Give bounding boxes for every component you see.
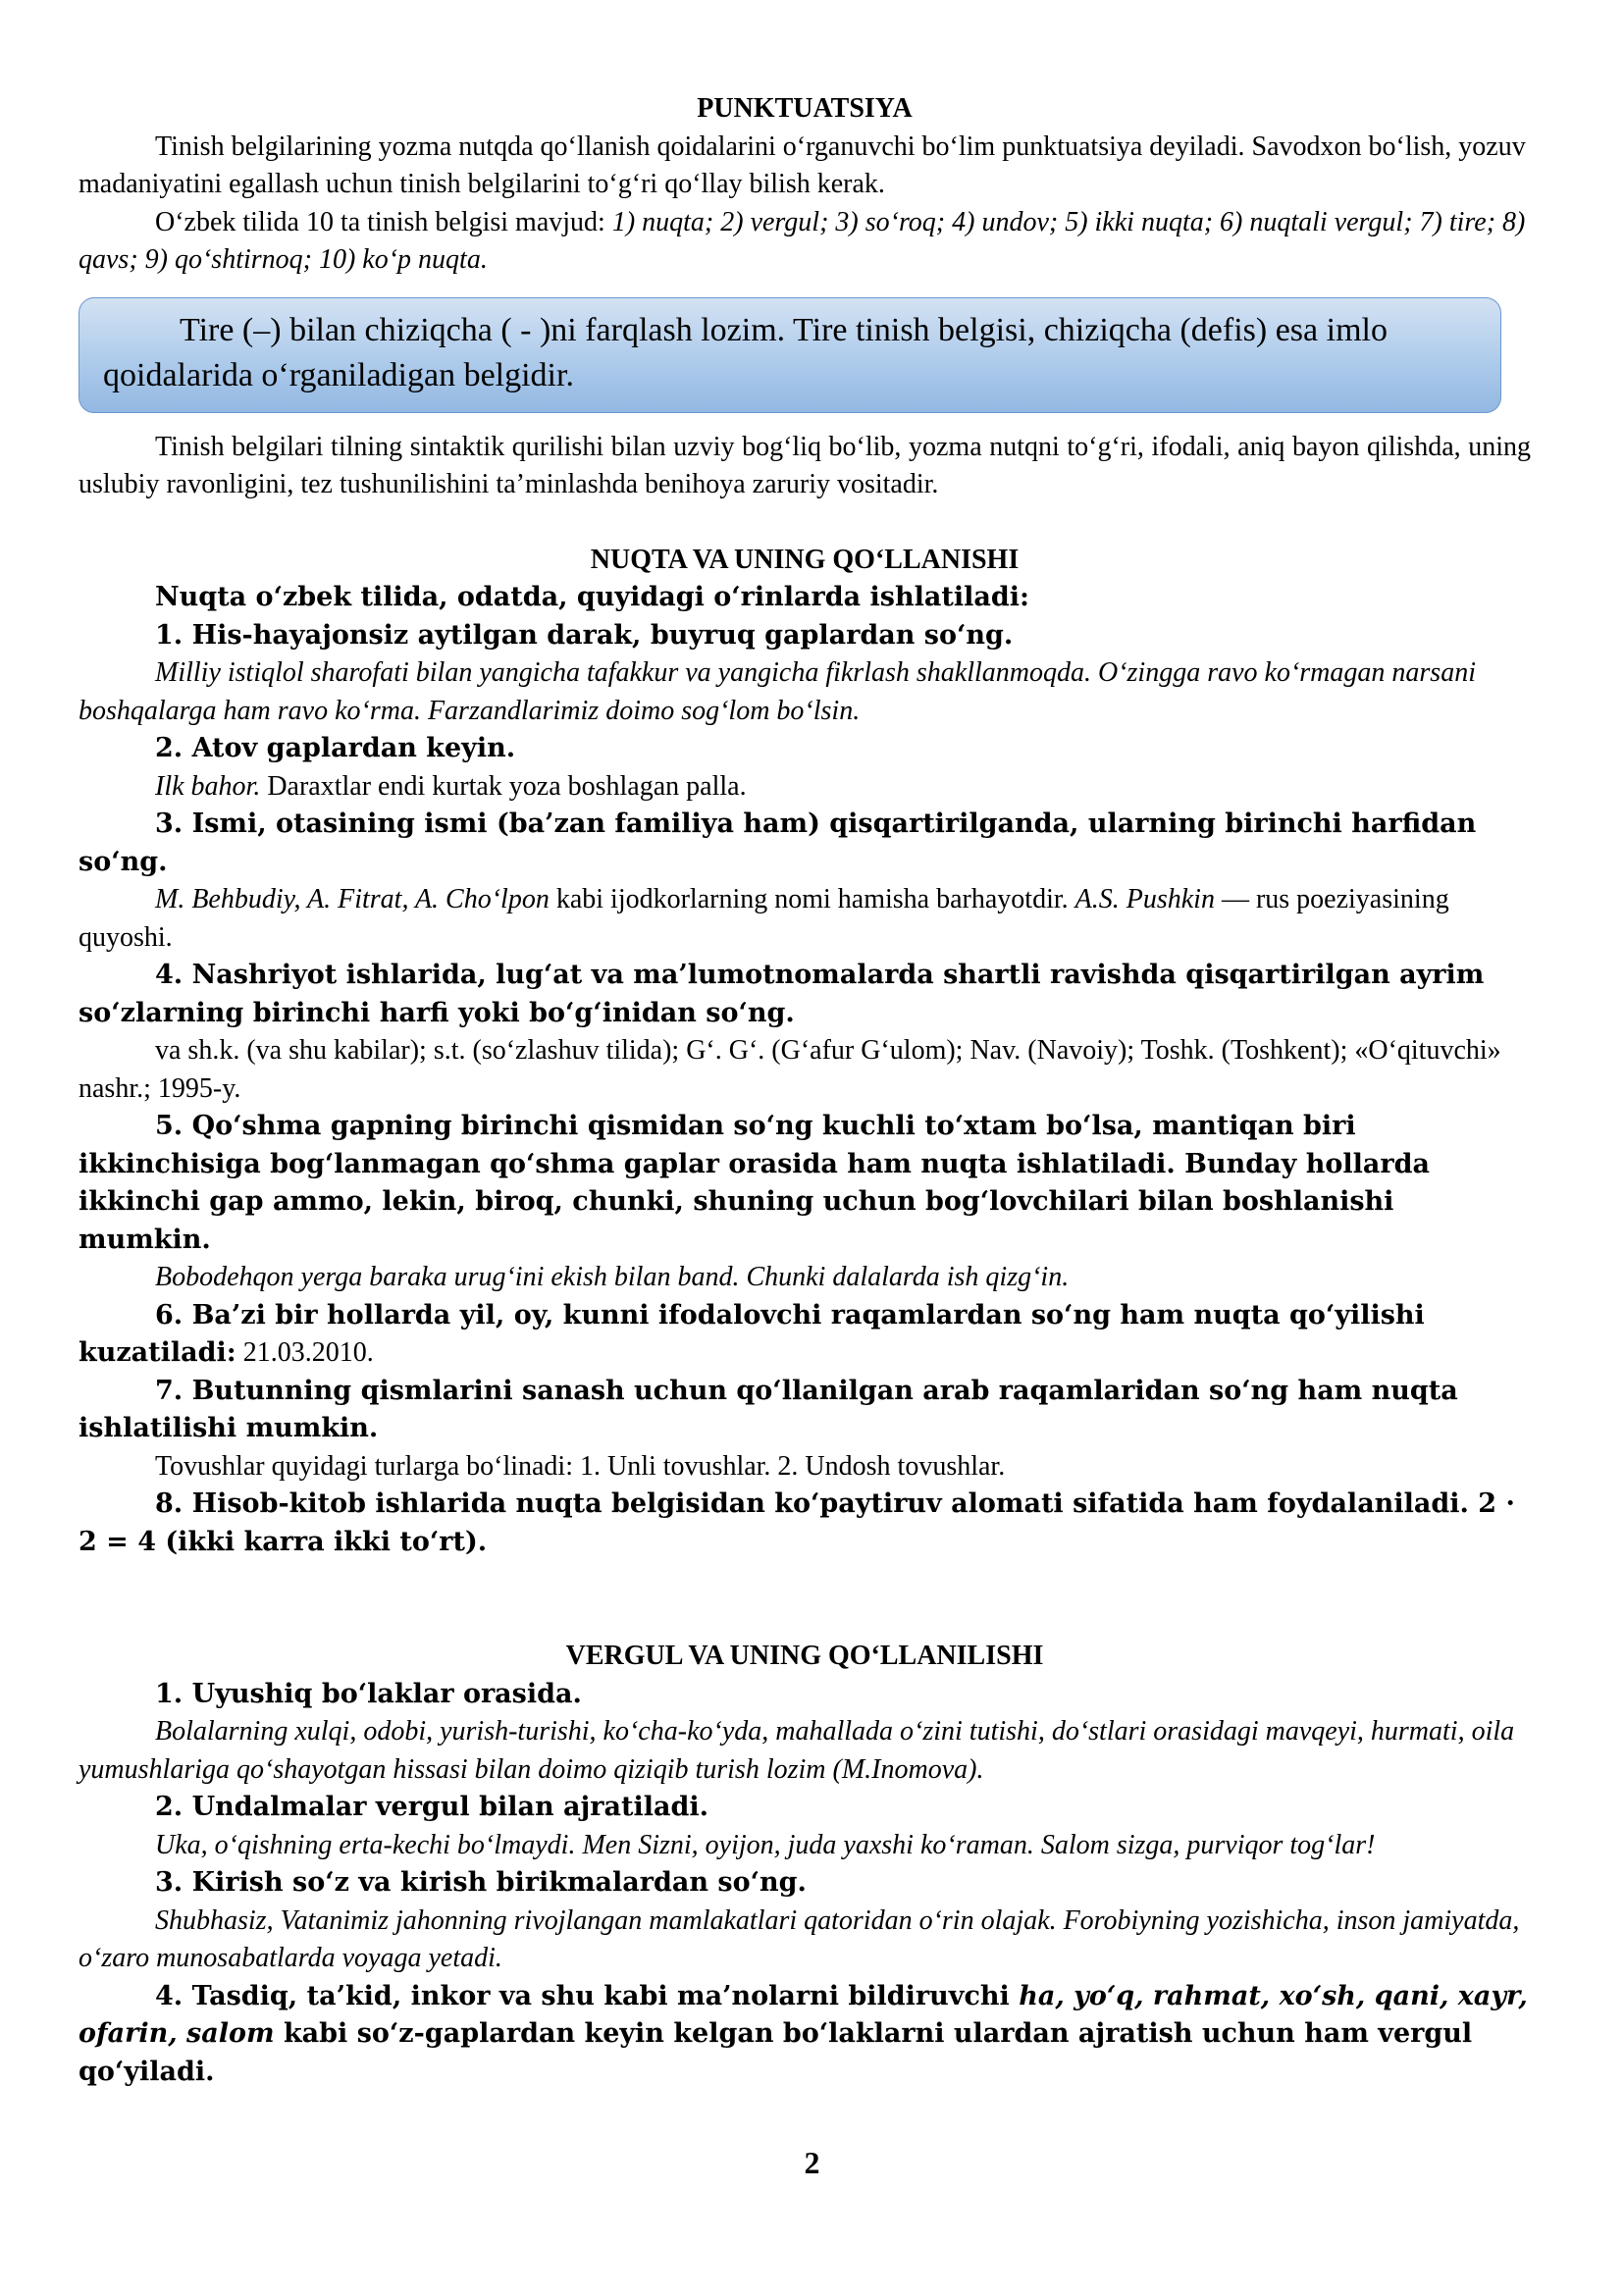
nuqta-example-7: Tovushlar quyidagi turlarga bo‘linadi: 1. Unli tovushlar. 2. Undosh tovushlar.: [155, 1450, 1006, 1482]
paragraph-importance: Tinish belgilari tilning sintaktik qurilishi bilan uzviy bog‘liq bo‘lib, yozma nutqni to‘g‘ri, ifodali, aniq bayon qilishda, uning uslubiy ravonligini, tez tushunilishini ta’minlashda benihoya zaruriy vositadir.: [79, 431, 1531, 499]
vergul-example-3: [79, 1903, 1531, 1978]
nuqta-rule-3: 3. Ismi, otasining ismi (ba’zan familiya ham) qisqartirilganda, ularning birinchi harfidan so‘ng.: [79, 808, 1477, 877]
paragraph-definition: Tinish belgilarining yozma nutqda qo‘llanish qoidalarini o‘rganuvchi bo‘lim punktuatsiya deyiladi. Savodxon bo‘lish, yozuv madaniyatini egallash uchun tinish belgilarini to‘g‘ri qo‘llay bilish kerak.: [79, 130, 1526, 199]
section-title-nuqta: NUQTA VA UNING QO‘LLANISHI: [590, 544, 1020, 575]
nuqta-example-4: va sh.k. (va shu kabilar); s.t. (so‘zlashuv tilida); G‘. G‘. (G‘afur G‘ulom); Nav. (Navoiy); Toshk. (Toshkent); «O‘qituvchi» nashr.; 1995-y.: [79, 1035, 1501, 1104]
nuqta-example-3-names: M. Behbudiy, A. Fitrat, A. Cho‘lpon: [155, 884, 550, 914]
vergul-rule-2: 2. Undalmalar vergul bilan ajratiladi.: [155, 1792, 709, 1822]
nuqta-example-3-tail: — rus poeziyasining quyoshi.: [79, 884, 1449, 953]
nuqta-example-6: 21.03.2010.: [236, 1337, 374, 1368]
nuqta-example-2-italic: Ilk bahor.: [155, 770, 261, 802]
nuqta-example-3: [79, 881, 1531, 957]
document-page: [79, 90, 1531, 2091]
nuqta-example-3-text: kabi ijodkorlarning nomi hamisha barhayotdir.: [549, 884, 1075, 914]
marks-list-lead: O‘zbek tilida 10 ta tinish belgisi mavjud:: [155, 206, 612, 237]
vergul-rule-1: 1. Uyushiq bo‘laklar orasida.: [155, 1678, 582, 1709]
nuqta-example-1: [79, 654, 1531, 730]
vergul-rule-4-words: ha, yo‘q, rahmat, xo‘sh, qani, xayr, ofarin, salom: [79, 1980, 1528, 2049]
vergul-example-2: [79, 1827, 1531, 1865]
nuqta-example-1-text: Milliy istiqlol sharofati bilan yangicha tafakkur va yangicha fikrlash shakllanmoqda. O‘zingga ravo ko‘rmagan narsani boshqalarga ham ravo ko‘rma. Farzandlarimiz doimo sog‘lom bo‘lsin.: [79, 657, 1476, 726]
callout-text: Tire (–) bilan chiziqcha ( - )ni farqlash lozim. Tire tinish belgisi, chiziqcha (defis) esa imlo qoidalarida o‘rganiladigan belgidir.: [103, 311, 1388, 393]
nuqta-rule-6: [79, 1297, 1531, 1373]
page-number: 2: [804, 2145, 820, 2180]
nuqta-rule-6-head: 6. Ba’zi bir hollarda yil, oy, kunni ifodalovchi raqamlardan so‘ng ham nuqta qo‘yilishi kuzatiladi:: [79, 1299, 1425, 1368]
vergul-rule-4: [79, 1978, 1531, 2092]
paragraph-marks-list: [79, 204, 1531, 280]
nuqta-rule-1: 1. His-hayajonsiz aytilgan darak, buyruq gaplardan so‘ng.: [155, 619, 1014, 651]
nuqta-rule-8: 8. Hisob-kitob ishlarida nuqta belgisidan ko‘paytiruv alomati sifatida ham foydalaniladi. 2 · 2 = 4 (ikki karra ikki to‘rt).: [79, 1488, 1515, 1557]
nuqta-example-5: [79, 1259, 1531, 1297]
vergul-example-2-text: Uka, o‘qishning erta-kechi bo‘lmaydi. Men Sizni, oyijon, juda yaxshi ko‘raman. Salom sizga, purviqor tog‘lar!: [155, 1829, 1376, 1860]
vergul-example-1-text: Bolalarning xulqi, odobi, yurish-turishi, ko‘cha-ko‘yda, mahallada o‘zini tutishi, do‘stlari orasidagi mavqeyi, hurmati, oila yumushlariga qo‘shayotgan hissasi bilan doimo qiziqib turish lozim (M.Inomova).: [79, 1716, 1515, 1785]
callout-box: [79, 297, 1501, 413]
section-title-punktuatsiya: PUNKTUATSIYA: [697, 93, 913, 124]
nuqta-example-3-pushkin: A.S. Pushkin: [1074, 884, 1215, 914]
vergul-rule-4-lead: 4. Tasdiq, ta’kid, inkor va shu kabi ma’nolarni bildiruvchi: [155, 1980, 1020, 2011]
vergul-example-3-text: Shubhasiz, Vatanimiz jahonning rivojlangan mamlakatlari qatoridan o‘rin olajak. Forobiyning yozishicha, inson jamiyatda, o‘zaro munosabatlarda voyaga yetadi.: [79, 1904, 1520, 1973]
nuqta-intro: Nuqta o‘zbek tilida, odatda, quyidagi o‘rinlarda ishlatiladi:: [155, 582, 1029, 612]
nuqta-rule-7: 7. Butunning qismlarini sanash uchun qo‘llanilgan arab raqamlaridan so‘ng ham nuqta ishlatilishi mumkin.: [79, 1375, 1458, 1443]
vergul-example-1: [79, 1713, 1531, 1789]
vergul-rule-4-tail: kabi so‘z-gaplardan keyin kelgan bo‘laklarni ulardan ajratish uchun ham vergul qo‘yiladi.: [79, 2018, 1473, 2087]
vergul-rule-3: 3. Kirish so‘z va kirish birikmalardan so‘ng.: [155, 1867, 807, 1898]
nuqta-example-5-text: Bobodehqon yerga baraka urug‘ini ekish bilan band. Chunki dalalarda ish qizg‘in.: [155, 1262, 1070, 1292]
section-title-vergul: VERGUL VA UNING QO‘LLANILISHI: [565, 1641, 1044, 1671]
marks-list-items: 1) nuqta; 2) vergul; 3) so‘roq; 4) undov; 5) ikki nuqta; 6) nuqtali vergul; 7) tire; 8) qavs; 9) qo‘shtirnoq; 10) ko‘p nuqta.: [79, 206, 1526, 275]
nuqta-example-2: [79, 768, 1531, 807]
nuqta-example-2-rest: Daraxtlar endi kurtak yoza boshlagan palla.: [260, 770, 747, 802]
nuqta-rule-5: 5. Qo‘shma gapning birinchi qismidan so‘ng kuchli to‘xtam bo‘lsa, mantiqan biri ikkinchisiga bog‘lanmagan qo‘shma gaplar orasida ham nuqta ishlatiladi. Bunday hollarda ikkinchi gap ammo, lekin, biroq, chunki, shuning uchun bog‘lovchilari bilan boshlanishi mumkin.: [79, 1111, 1430, 1255]
nuqta-rule-2: 2. Atov gaplardan keyin.: [155, 733, 516, 763]
nuqta-rule-4: 4. Nashriyot ishlarida, lug‘at va ma’lumotnomalarda shartli ravishda qisqartirilgan ayrim so‘zlarning birinchi harfi yoki bo‘g‘inidan so‘ng.: [79, 960, 1485, 1028]
